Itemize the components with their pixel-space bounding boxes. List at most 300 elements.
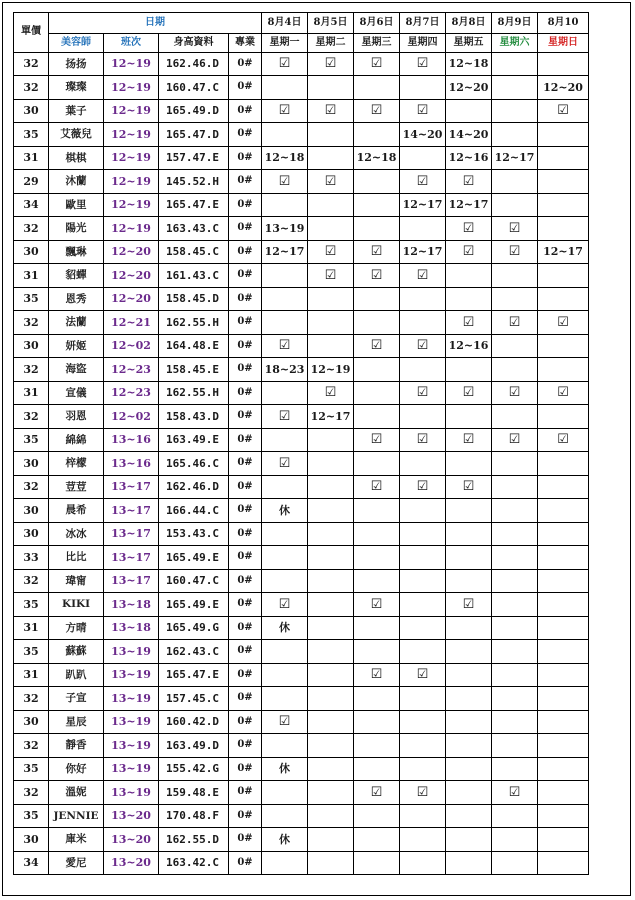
day-cell — [262, 428, 308, 452]
day-cell — [492, 264, 538, 288]
shift-cell: 12~19 — [104, 76, 159, 100]
day-cell — [446, 358, 492, 382]
table-row — [14, 217, 589, 241]
price-cell: 29 — [14, 170, 49, 194]
shift-cell: 12~23 — [104, 381, 159, 405]
day-cell — [354, 123, 400, 147]
pro-cell: 0# — [229, 499, 262, 523]
price-cell: 30 — [14, 452, 49, 476]
day-cell — [492, 475, 538, 499]
shift-cell: 12~20 — [104, 264, 159, 288]
stylist-name-cell: 沐蘭 — [49, 170, 104, 194]
checkbox-icon: ☑ — [446, 593, 492, 617]
day-cell: 12~17 — [400, 240, 446, 264]
pro-cell: 0# — [229, 734, 262, 758]
table-row — [14, 358, 589, 382]
day-cell — [446, 663, 492, 687]
profile-cell: 160.47.C — [159, 569, 229, 593]
pro-cell: 0# — [229, 781, 262, 805]
day-cell — [446, 734, 492, 758]
date-label: 日期 — [49, 13, 262, 34]
checkbox-icon: ☑ — [354, 52, 400, 76]
day-cell — [492, 499, 538, 523]
price-cell: 32 — [14, 52, 49, 76]
day-cell — [308, 311, 354, 335]
profile-cell: 158.45.C — [159, 240, 229, 264]
checkbox-icon: ☑ — [492, 311, 538, 335]
day-cell — [492, 522, 538, 546]
checkbox-icon: ☑ — [354, 593, 400, 617]
day-cell — [492, 663, 538, 687]
checkbox-icon: ☑ — [446, 311, 492, 335]
day-cell: 12~16 — [446, 146, 492, 170]
day-cell — [538, 828, 589, 852]
stylist-name-cell: 趴趴 — [49, 663, 104, 687]
day-cell — [446, 264, 492, 288]
stylist-name-cell: 宣儀 — [49, 381, 104, 405]
day-cell — [446, 405, 492, 429]
price-cell: 30 — [14, 240, 49, 264]
stylist-name-cell: KIKI — [49, 593, 104, 617]
pro-cell: 0# — [229, 123, 262, 147]
day-cell — [308, 76, 354, 100]
shift-cell: 12~23 — [104, 358, 159, 382]
price-cell: 32 — [14, 687, 49, 711]
checkbox-icon: ☑ — [538, 428, 589, 452]
pro-cell: 0# — [229, 593, 262, 617]
day-cell — [354, 569, 400, 593]
day-cell — [446, 851, 492, 875]
day-cell — [538, 170, 589, 194]
shift-cell: 12~02 — [104, 334, 159, 358]
day-cell — [400, 687, 446, 711]
shift-cell: 13~17 — [104, 569, 159, 593]
table-row — [14, 522, 589, 546]
day-cell — [354, 311, 400, 335]
weekday-header: 星期四 — [400, 33, 446, 52]
checkbox-icon: ☑ — [354, 264, 400, 288]
day-cell — [400, 217, 446, 241]
profile-cell: 163.49.D — [159, 734, 229, 758]
table-row — [14, 334, 589, 358]
day-cell: 14~20 — [400, 123, 446, 147]
profile-cell: 165.49.E — [159, 593, 229, 617]
day-cell — [354, 405, 400, 429]
profile-cell: 159.48.E — [159, 781, 229, 805]
day-cell — [492, 710, 538, 734]
stylist-name-cell: 蘇蘇 — [49, 640, 104, 664]
day-cell: 12~18 — [262, 146, 308, 170]
checkbox-icon: ☑ — [262, 710, 308, 734]
profile-cell: 166.44.C — [159, 499, 229, 523]
profile-cell: 158.45.E — [159, 358, 229, 382]
pro-cell: 0# — [229, 804, 262, 828]
price-cell: 35 — [14, 593, 49, 617]
day-cell — [262, 569, 308, 593]
stylist-name-cell: 比比 — [49, 546, 104, 570]
price-cell: 30 — [14, 828, 49, 852]
stylist-name-cell: 飄琳 — [49, 240, 104, 264]
pro-cell: 0# — [229, 193, 262, 217]
day-cell — [446, 687, 492, 711]
price-cell: 32 — [14, 734, 49, 758]
checkbox-icon: ☑ — [400, 99, 446, 123]
pro-cell: 0# — [229, 358, 262, 382]
day-cell — [538, 593, 589, 617]
table-row — [14, 123, 589, 147]
day-cell: 休 — [262, 616, 308, 640]
stylist-name-cell: 璨璨 — [49, 76, 104, 100]
day-cell — [308, 851, 354, 875]
day-cell — [400, 546, 446, 570]
stylist-name-cell: 荳荳 — [49, 475, 104, 499]
day-cell: 14~20 — [446, 123, 492, 147]
day-cell — [308, 734, 354, 758]
table-row — [14, 99, 589, 123]
checkbox-icon: ☑ — [354, 781, 400, 805]
day-cell — [308, 217, 354, 241]
day-cell — [446, 499, 492, 523]
day-cell: 12~20 — [538, 76, 589, 100]
day-cell — [308, 522, 354, 546]
day-cell — [446, 616, 492, 640]
pro-cell: 0# — [229, 616, 262, 640]
day-cell: 12~18 — [446, 52, 492, 76]
day-cell — [492, 123, 538, 147]
checkbox-icon: ☑ — [446, 170, 492, 194]
profile-header: 身高資料 — [159, 33, 229, 52]
day-cell — [262, 287, 308, 311]
checkbox-icon: ☑ — [308, 381, 354, 405]
profile-cell: 165.47.E — [159, 193, 229, 217]
day-cell — [492, 334, 538, 358]
day-cell — [354, 381, 400, 405]
checkbox-icon: ☑ — [308, 240, 354, 264]
weekday-header-saturday: 星期六 — [492, 33, 538, 52]
day-cell — [400, 616, 446, 640]
day-cell — [400, 710, 446, 734]
day-cell — [538, 52, 589, 76]
day-cell — [262, 193, 308, 217]
day-cell — [446, 287, 492, 311]
checkbox-icon: ☑ — [354, 475, 400, 499]
profile-cell: 158.45.D — [159, 287, 229, 311]
day-cell — [308, 616, 354, 640]
day-cell: 休 — [262, 499, 308, 523]
stylist-name-cell: 恩秀 — [49, 287, 104, 311]
day-cell — [538, 546, 589, 570]
day-cell — [538, 616, 589, 640]
checkbox-icon: ☑ — [308, 99, 354, 123]
pro-cell: 0# — [229, 452, 262, 476]
table-row — [14, 851, 589, 875]
table-row — [14, 475, 589, 499]
price-cell: 35 — [14, 757, 49, 781]
checkbox-icon: ☑ — [262, 405, 308, 429]
checkbox-icon: ☑ — [492, 217, 538, 241]
price-cell: 35 — [14, 428, 49, 452]
day-cell — [492, 170, 538, 194]
day-cell — [308, 428, 354, 452]
stylist-name-cell: 扬扬 — [49, 52, 104, 76]
day-cell — [492, 828, 538, 852]
profile-cell: 160.42.D — [159, 710, 229, 734]
pro-cell: 0# — [229, 217, 262, 241]
pro-cell: 0# — [229, 569, 262, 593]
shift-cell: 13~19 — [104, 640, 159, 664]
shift-cell: 13~19 — [104, 687, 159, 711]
checkbox-icon: ☑ — [400, 428, 446, 452]
price-cell: 34 — [14, 193, 49, 217]
profile-cell: 158.43.D — [159, 405, 229, 429]
weekday-header: 星期三 — [354, 33, 400, 52]
pro-cell: 0# — [229, 522, 262, 546]
table-row — [14, 264, 589, 288]
shift-cell: 12~19 — [104, 123, 159, 147]
stylist-header: 美容師 — [49, 33, 104, 52]
day-cell — [446, 569, 492, 593]
pro-cell: 0# — [229, 546, 262, 570]
pro-cell: 0# — [229, 640, 262, 664]
day-cell — [538, 569, 589, 593]
stylist-name-cell: 海盜 — [49, 358, 104, 382]
checkbox-icon: ☑ — [538, 381, 589, 405]
day-cell — [308, 123, 354, 147]
checkbox-icon: ☑ — [400, 781, 446, 805]
day-cell — [492, 804, 538, 828]
day-cell — [400, 287, 446, 311]
day-cell — [492, 851, 538, 875]
day-cell: 休 — [262, 757, 308, 781]
table-row — [14, 569, 589, 593]
day-cell — [354, 193, 400, 217]
weekday-header: 星期二 — [308, 33, 354, 52]
day-cell — [308, 452, 354, 476]
shift-cell: 12~19 — [104, 170, 159, 194]
stylist-name-cell: 妍姬 — [49, 334, 104, 358]
pro-cell: 0# — [229, 687, 262, 711]
profile-cell: 163.49.E — [159, 428, 229, 452]
table-row — [14, 593, 589, 617]
day-cell: 12~17 — [400, 193, 446, 217]
day-cell — [538, 781, 589, 805]
day-cell — [538, 687, 589, 711]
table-row — [14, 546, 589, 570]
price-cell: 32 — [14, 569, 49, 593]
stylist-name-cell: 溫妮 — [49, 781, 104, 805]
day-cell: 12~17 — [492, 146, 538, 170]
profile-cell: 161.43.C — [159, 264, 229, 288]
price-cell: 32 — [14, 217, 49, 241]
day-cell — [538, 217, 589, 241]
day-cell — [400, 828, 446, 852]
price-cell: 32 — [14, 358, 49, 382]
profile-cell: 170.48.F — [159, 804, 229, 828]
date-header: 8月4日 — [262, 13, 308, 34]
shift-cell: 13~20 — [104, 828, 159, 852]
table-row — [14, 52, 589, 76]
day-cell: 18~23 — [262, 358, 308, 382]
profile-cell: 155.42.G — [159, 757, 229, 781]
day-cell — [308, 193, 354, 217]
table-row — [14, 146, 589, 170]
profile-cell: 165.49.E — [159, 546, 229, 570]
stylist-name-cell: 梓檬 — [49, 452, 104, 476]
checkbox-icon: ☑ — [400, 52, 446, 76]
shift-cell: 13~16 — [104, 428, 159, 452]
day-cell — [492, 52, 538, 76]
day-cell — [262, 475, 308, 499]
price-cell: 31 — [14, 663, 49, 687]
day-cell — [308, 687, 354, 711]
table-row — [14, 734, 589, 758]
checkbox-icon: ☑ — [492, 240, 538, 264]
day-cell — [354, 640, 400, 664]
day-cell — [446, 546, 492, 570]
day-cell — [354, 546, 400, 570]
day-cell — [492, 405, 538, 429]
day-cell — [262, 687, 308, 711]
pro-cell: 0# — [229, 52, 262, 76]
date-header: 8月9日 — [492, 13, 538, 34]
pro-cell: 0# — [229, 428, 262, 452]
date-header: 8月5日 — [308, 13, 354, 34]
shift-cell: 13~17 — [104, 499, 159, 523]
day-cell — [400, 146, 446, 170]
table-row — [14, 640, 589, 664]
header-row-dates — [14, 13, 589, 34]
stylist-name-cell: 貂蟬 — [49, 264, 104, 288]
day-cell — [492, 76, 538, 100]
day-cell — [262, 381, 308, 405]
checkbox-icon: ☑ — [538, 311, 589, 335]
shift-cell: 13~20 — [104, 804, 159, 828]
shift-cell: 13~18 — [104, 593, 159, 617]
day-cell — [538, 123, 589, 147]
price-cell: 32 — [14, 781, 49, 805]
day-cell — [538, 499, 589, 523]
day-cell — [308, 546, 354, 570]
day-cell — [308, 287, 354, 311]
day-cell — [262, 781, 308, 805]
day-cell — [492, 546, 538, 570]
day-cell — [538, 193, 589, 217]
pro-cell: 0# — [229, 663, 262, 687]
checkbox-icon: ☑ — [308, 52, 354, 76]
checkbox-icon: ☑ — [492, 781, 538, 805]
day-cell — [308, 710, 354, 734]
day-cell — [262, 522, 308, 546]
table-row — [14, 170, 589, 194]
checkbox-icon: ☑ — [400, 381, 446, 405]
shift-cell: 12~19 — [104, 99, 159, 123]
checkbox-icon: ☑ — [354, 663, 400, 687]
day-cell — [492, 358, 538, 382]
day-cell — [538, 452, 589, 476]
checkbox-icon: ☑ — [308, 170, 354, 194]
day-cell — [354, 828, 400, 852]
price-cell: 35 — [14, 287, 49, 311]
day-cell — [446, 522, 492, 546]
day-cell — [308, 499, 354, 523]
table-row — [14, 663, 589, 687]
date-header: 8月8日 — [446, 13, 492, 34]
day-cell — [354, 170, 400, 194]
day-cell — [492, 640, 538, 664]
pro-cell: 0# — [229, 851, 262, 875]
checkbox-icon: ☑ — [400, 475, 446, 499]
day-cell — [262, 76, 308, 100]
profile-cell: 165.49.G — [159, 616, 229, 640]
day-cell — [492, 687, 538, 711]
pro-cell: 0# — [229, 240, 262, 264]
day-cell — [262, 123, 308, 147]
price-cell: 35 — [14, 804, 49, 828]
day-cell: 12~17 — [308, 405, 354, 429]
day-cell: 休 — [262, 828, 308, 852]
day-cell — [446, 804, 492, 828]
day-cell — [262, 851, 308, 875]
day-cell — [354, 452, 400, 476]
day-cell — [400, 757, 446, 781]
day-cell — [262, 663, 308, 687]
profile-cell: 162.43.C — [159, 640, 229, 664]
pro-cell: 0# — [229, 710, 262, 734]
stylist-name-cell: 綿綿 — [49, 428, 104, 452]
checkbox-icon: ☑ — [538, 99, 589, 123]
day-cell — [492, 757, 538, 781]
day-cell — [538, 663, 589, 687]
pro-cell: 0# — [229, 381, 262, 405]
price-cell: 33 — [14, 546, 49, 570]
day-cell — [538, 851, 589, 875]
stylist-name-cell: JENNIE — [49, 804, 104, 828]
day-cell — [308, 640, 354, 664]
stylist-name-cell: 晨希 — [49, 499, 104, 523]
profile-cell: 164.48.E — [159, 334, 229, 358]
shift-cell: 13~17 — [104, 522, 159, 546]
shift-cell: 12~19 — [104, 52, 159, 76]
day-cell: 12~16 — [446, 334, 492, 358]
day-cell — [308, 334, 354, 358]
day-cell: 12~17 — [446, 193, 492, 217]
day-cell — [354, 734, 400, 758]
day-cell — [538, 757, 589, 781]
day-cell — [538, 734, 589, 758]
checkbox-icon: ☑ — [492, 428, 538, 452]
day-cell — [492, 287, 538, 311]
table-row — [14, 828, 589, 852]
day-cell — [400, 593, 446, 617]
table-row — [14, 616, 589, 640]
checkbox-icon: ☑ — [446, 381, 492, 405]
day-cell — [400, 851, 446, 875]
profile-cell: 165.47.E — [159, 663, 229, 687]
day-cell — [538, 804, 589, 828]
day-cell — [446, 757, 492, 781]
weekday-header: 星期五 — [446, 33, 492, 52]
price-cell: 30 — [14, 499, 49, 523]
day-cell — [354, 217, 400, 241]
checkbox-icon: ☑ — [446, 475, 492, 499]
day-cell — [308, 828, 354, 852]
profile-cell: 165.47.D — [159, 123, 229, 147]
checkbox-icon: ☑ — [308, 264, 354, 288]
price-cell: 30 — [14, 99, 49, 123]
day-cell — [400, 522, 446, 546]
day-cell — [492, 616, 538, 640]
day-cell: 13~19 — [262, 217, 308, 241]
